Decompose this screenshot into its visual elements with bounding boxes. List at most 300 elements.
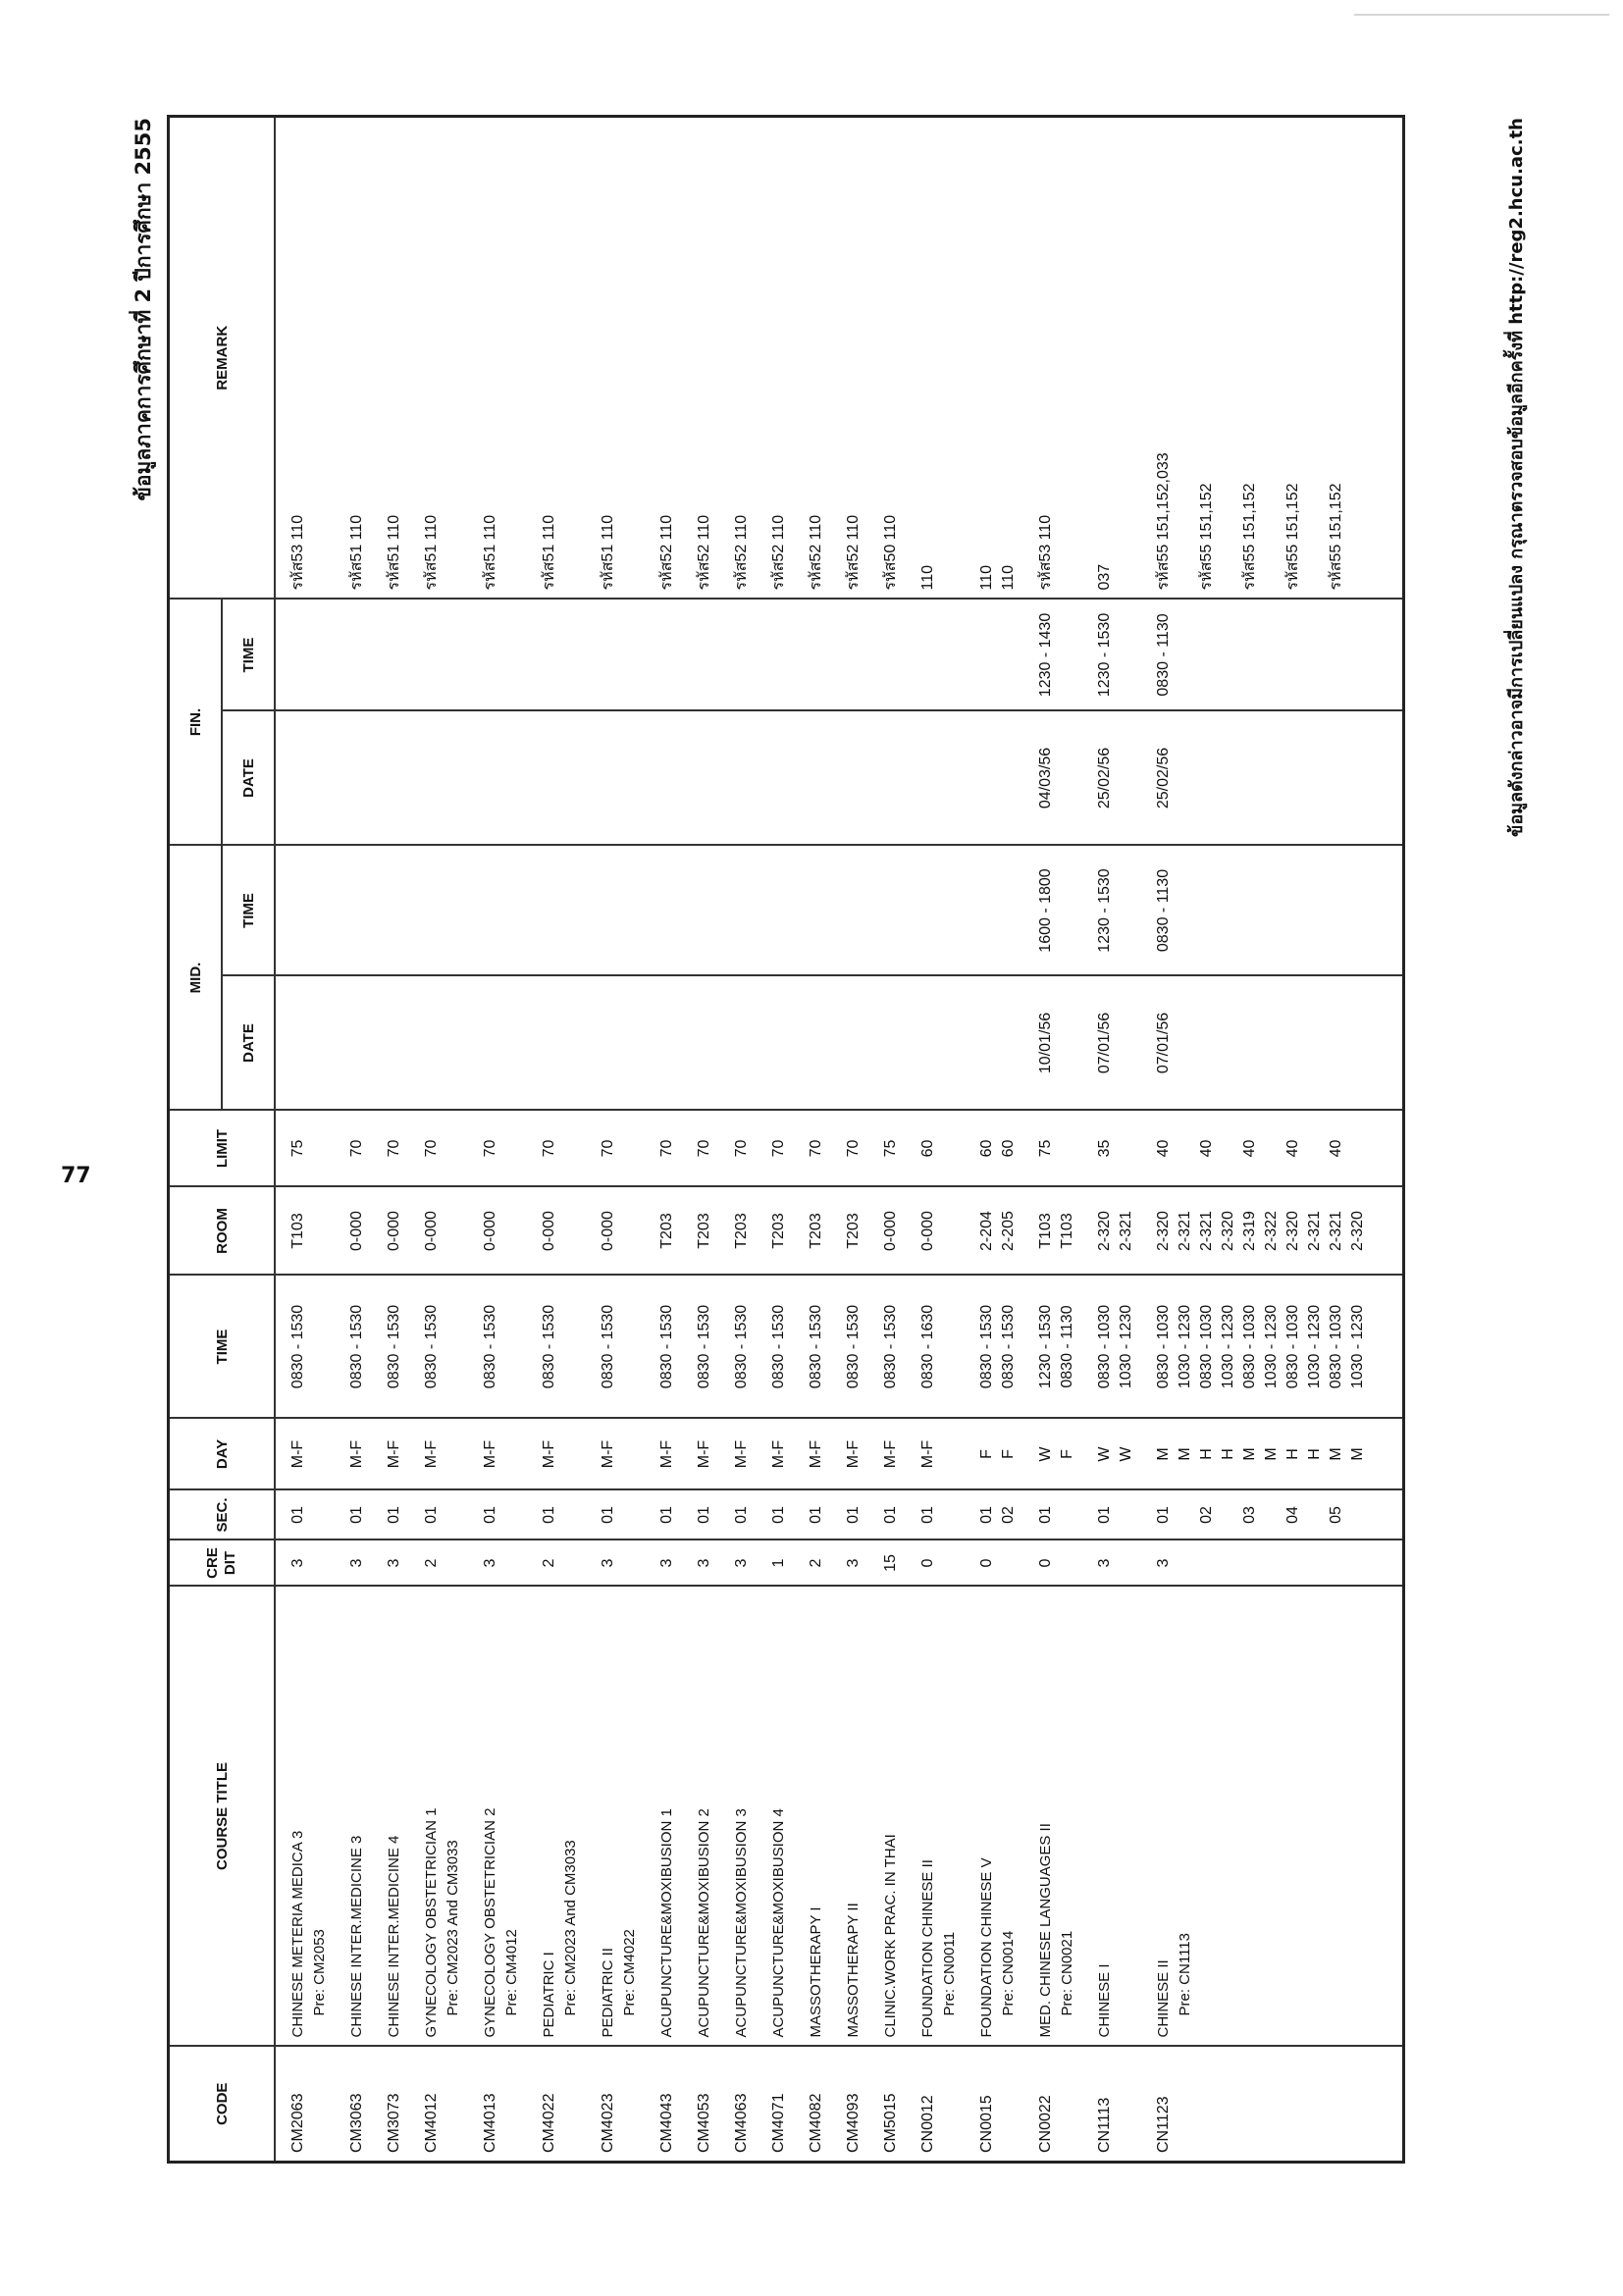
course-room: 0-000 [468,1187,527,1276]
course-limit: 70 [335,1111,372,1187]
table-row [719,116,757,2162]
course-section: 01 [719,1490,757,1540]
course-code: CN1123 [1141,2047,1373,2163]
course-title-text: MASSOTHERAPY II [845,1903,862,2038]
course-room: 0-000 [409,1187,468,1276]
final-exam-time [831,599,868,710]
course-time: 0830 - 1030 1030 - 1230 [1082,1276,1141,1419]
prerequisite: Pre: CM2053 [311,1929,328,2016]
course-credit: 2 [794,1540,831,1587]
mid-exam-time: 1230 - 1530 [1082,845,1141,975]
mid-exam-time [372,845,409,975]
course-title-text: ACUPUNCTURE&MOXIBUSION 4 [770,1808,787,2038]
header-course-title: COURSE TITLE [169,1587,276,2047]
course-remark: รหัส52 110 [719,116,757,599]
course-credit: 2 [527,1540,586,1587]
mid-exam-time [906,845,965,975]
course-limit: 70 [372,1111,409,1187]
course-day: M-F [468,1419,527,1490]
course-title [1023,1587,1082,2047]
spacer-cell [1373,1419,1404,1490]
prerequisite: Pre: CM2023 And CM3033 [445,1840,461,2016]
course-title [527,1587,586,2047]
course-remark: รหัส51 110 [372,116,409,599]
course-title [372,1587,409,2047]
course-room: T203 [831,1187,868,1276]
final-exam-date: 25/02/56 [1082,710,1141,845]
course-section: 01 02 03 04 05 [1141,1490,1373,1540]
final-exam-date [527,710,586,845]
course-credit: 3 [372,1540,409,1587]
course-credit: 3 [1141,1540,1373,1587]
course-limit: 75 [275,1111,335,1187]
course-limit: 70 [794,1111,831,1187]
course-day: M-F [906,1419,965,1490]
course-remark: รหัส50 110 [868,116,906,599]
course-section: 01 [468,1490,527,1540]
course-day: M-F [831,1419,868,1490]
course-title [1082,1587,1141,2047]
mid-exam-date [868,976,906,1111]
course-limit: 70 [645,1111,682,1187]
header-limit: LIMIT [169,1111,276,1187]
course-time: 0830 - 1530 [794,1276,831,1419]
header-fin-date: DATE [222,710,275,845]
course-day: M-F [409,1419,468,1490]
mid-exam-time: 0830 - 1130 [1141,845,1373,975]
table-row [335,116,372,2162]
mid-exam-date [757,976,794,1111]
course-title-text: PEDIATRIC I [541,1952,557,2038]
course-title [831,1587,868,2047]
course-title-text: ACUPUNCTURE&MOXIBUSION 2 [696,1808,712,2038]
final-exam-time [868,599,906,710]
rotated-page-content [128,103,1560,2164]
course-remark: รหัส53 110 [1023,116,1082,599]
course-limit: 75 [1023,1111,1082,1187]
header-mid-date: DATE [222,976,275,1111]
course-day: M-F [868,1419,906,1490]
course-remark: รหัส52 110 [757,116,794,599]
course-room: 2-320 2-321 2-321 2-320 2-319 2-322 2-320 2-321 2-321 2-320 [1141,1187,1373,1276]
course-code: CM4043 [645,2047,682,2163]
course-room: 0-000 [586,1187,645,1276]
course-title-text: GYNECOLOGY OBSTETRICIAN 2 [482,1807,498,2038]
mid-exam-date [831,976,868,1111]
final-exam-date [335,710,372,845]
course-section: 01 [906,1490,965,1540]
mid-exam-time [527,845,586,975]
final-exam-time [468,599,527,710]
table-row [586,116,645,2162]
course-remark: 110 [906,116,965,599]
course-code: CM4012 [409,2047,468,2163]
course-limit: 70 [527,1111,586,1187]
course-remark: รหัส52 110 [645,116,682,599]
prerequisite: Pre: CN1113 [1177,1933,1193,2016]
mid-exam-time [719,845,757,975]
course-room: 0-000 [868,1187,906,1276]
prerequisite: Pre: CM4022 [621,1929,638,2016]
course-day: M-F [682,1419,719,1490]
mid-exam-date [965,976,1023,1111]
course-title [645,1587,682,2047]
mid-exam-date [586,976,645,1111]
course-remark: รหัส52 110 [682,116,719,599]
course-code: CM3073 [372,2047,409,2163]
course-code: CM3063 [335,2047,372,2163]
course-code: CN1113 [1082,2047,1141,2163]
final-exam-date [586,710,645,845]
course-title [468,1587,527,2047]
spacer-cell [1373,1187,1404,1276]
course-credit: 3 [682,1540,719,1587]
course-section: 01 [372,1490,409,1540]
final-exam-date [831,710,868,845]
final-exam-date [757,710,794,845]
table-row [831,116,868,2162]
spacer-cell [1373,710,1404,845]
spacer-cell [1373,1490,1404,1540]
course-credit: 3 [586,1540,645,1587]
course-credit: 3 [468,1540,527,1587]
course-room: 2-320 2-321 [1082,1187,1141,1276]
course-section: 01 [868,1490,906,1540]
mid-exam-time [409,845,468,975]
final-exam-date [645,710,682,845]
spacer-cell [1373,1111,1404,1187]
course-credit: 3 [335,1540,372,1587]
header-day: DAY [169,1419,276,1490]
course-time: 1230 - 1530 0830 - 1130 [1023,1276,1082,1419]
final-exam-time: 1230 - 1530 [1082,599,1141,710]
course-section: 01 [682,1490,719,1540]
table-bottom-spacer [1373,116,1404,2162]
final-exam-time [965,599,1023,710]
course-time: 0830 - 1530 [868,1276,906,1419]
course-limit: 70 [468,1111,527,1187]
mid-exam-date [645,976,682,1111]
course-section: 01 [409,1490,468,1540]
course-room: T203 [757,1187,794,1276]
course-limit: 70 [586,1111,645,1187]
course-title-text: ACUPUNCTURE&MOXIBUSION 1 [658,1808,675,2038]
mid-exam-time [831,845,868,975]
final-exam-date [275,710,335,845]
course-title-text: CHINESE I [1096,1963,1113,2038]
course-title-text: PEDIATRIC II [600,1948,616,2038]
final-exam-time [794,599,831,710]
course-room: T203 [719,1187,757,1276]
final-exam-time [719,599,757,710]
course-section: 01 [586,1490,645,1540]
mid-exam-time [275,845,335,975]
course-day: M M H H M M H H M M [1141,1419,1373,1490]
course-day: M-F [275,1419,335,1490]
course-limit: 70 [719,1111,757,1187]
course-credit: 0 [965,1540,1023,1587]
course-title [794,1587,831,2047]
course-code: CM4023 [586,2047,645,2163]
course-code: CN0022 [1023,2047,1082,2163]
course-day: M-F [527,1419,586,1490]
spacer-cell [1373,1587,1404,2047]
prerequisite: Pre: CN0014 [1000,1930,1017,2016]
course-credit: 3 [831,1540,868,1587]
mid-exam-time [468,845,527,975]
mid-exam-date: 07/01/56 [1141,976,1373,1111]
course-rows [275,116,1404,2162]
course-section: 01 [1082,1490,1141,1540]
header-mid: MID. [169,845,223,1110]
prerequisite: Pre: CN0011 [941,1931,958,2016]
mid-exam-time [757,845,794,975]
table-row [645,116,682,2162]
course-remark: รหัส52 110 [794,116,831,599]
mid-exam-time [965,845,1023,975]
course-limit: 40 40 40 40 40 [1141,1111,1373,1187]
mid-exam-date [527,976,586,1111]
course-title-text: MASSOTHERAPY I [808,1906,824,2038]
header-sec: SEC. [169,1490,276,1540]
course-section: 01 [335,1490,372,1540]
course-title [965,1587,1023,2047]
mid-exam-date [409,976,468,1111]
course-time: 0830 - 1630 [906,1276,965,1419]
final-exam-time [757,599,794,710]
course-time: 0830 - 1530 [527,1276,586,1419]
header-mid-time: TIME [222,845,275,975]
course-code: CM4022 [527,2047,586,2163]
table-row [965,116,1023,2162]
course-title-text: CHINESE INTER.MEDICINE 4 [386,1835,402,2038]
mid-exam-date [906,976,965,1111]
mid-exam-time [794,845,831,975]
course-limit: 60 60 [965,1111,1023,1187]
header-credit: CRE DIT [169,1540,276,1587]
course-title [757,1587,794,2047]
table-row [527,116,586,2162]
course-time: 0830 - 1530 0830 - 1530 [965,1276,1023,1419]
course-remark: รหัส51 110 [527,116,586,599]
course-code: CM4082 [794,2047,831,2163]
table-row [468,116,527,2162]
final-exam-time [275,599,335,710]
course-day: M-F [719,1419,757,1490]
course-section: 01 [1023,1490,1082,1540]
course-remark: รหัส51 110 [409,116,468,599]
course-day: M-F [757,1419,794,1490]
course-room: 0-000 [906,1187,965,1276]
course-day: W F [1023,1419,1082,1490]
table-row [409,116,468,2162]
course-room: T203 [794,1187,831,1276]
course-room: 0-000 [372,1187,409,1276]
course-limit: 70 [831,1111,868,1187]
prerequisite: Pre: CN0021 [1059,1930,1075,2016]
course-credit: 3 [1082,1540,1141,1587]
course-credit: 3 [719,1540,757,1587]
course-remark: รหัส52 110 [831,116,868,599]
table-row [794,116,831,2162]
final-exam-time [682,599,719,710]
course-section: 01 [275,1490,335,1540]
course-room: T203 [645,1187,682,1276]
course-code: CM5015 [868,2047,906,2163]
course-title-text: CHINESE METERIA MEDICA 3 [289,1830,306,2038]
final-exam-time [906,599,965,710]
mid-exam-date: 10/01/56 [1023,976,1082,1111]
course-code: CN0012 [906,2047,965,2163]
course-time: 0830 - 1530 [335,1276,372,1419]
course-remark: รหัส55 151,152,033 รหัส55 151,152 รหัส55 151,152 รหัส55 151,152 รหัส55 151,152 [1141,116,1373,599]
course-section: 01 02 [965,1490,1023,1540]
course-title-text: CHINESE INTER.MEDICINE 3 [348,1835,365,2038]
course-title-text: ACUPUNCTURE&MOXIBUSION 3 [733,1808,750,2038]
final-exam-date [794,710,831,845]
course-title-text: FOUNDATION CHINESE V [978,1857,995,2038]
course-code: CM4063 [719,2047,757,2163]
course-credit: 2 [409,1540,468,1587]
course-limit: 35 [1082,1111,1141,1187]
final-exam-date: 04/03/56 [1023,710,1082,845]
course-remark: 037 [1082,116,1141,599]
course-title [682,1587,719,2047]
final-exam-date [719,710,757,845]
course-credit: 3 [275,1540,335,1587]
semester-label: ข้อมูลภาคการศึกษาที่ 2 ปีการศึกษา 2555 [131,118,155,501]
course-time: 0830 - 1530 [757,1276,794,1419]
table-row [1023,116,1082,2162]
course-limit: 70 [409,1111,468,1187]
course-remark: รหัส51 110 [586,116,645,599]
course-day: W W [1082,1419,1141,1490]
table-row [372,116,409,2162]
course-title-text: GYNECOLOGY OBSTETRICIAN 1 [423,1807,440,2038]
table-row [682,116,719,2162]
course-title [409,1587,468,2047]
course-credit: 3 [645,1540,682,1587]
final-exam-time [586,599,645,710]
course-title-text: FOUNDATION CHINESE II [919,1859,936,2038]
mid-exam-date [468,976,527,1111]
final-exam-time [645,599,682,710]
course-section: 01 [831,1490,868,1540]
course-title [335,1587,372,2047]
course-title-text: CLINIC.WORK PRAC. IN THAI [882,1834,899,2038]
final-exam-time: 0830 - 1130 [1141,599,1373,710]
header-room: ROOM [169,1187,276,1276]
final-exam-time [527,599,586,710]
course-room: T203 [682,1187,719,1276]
final-exam-date [906,710,965,845]
course-code: CM2063 [275,2047,335,2163]
table-row [275,116,335,2162]
final-exam-date [372,710,409,845]
header-line [128,118,163,2164]
course-title-text: CHINESE II [1155,1959,1172,2038]
course-day: F F [965,1419,1023,1490]
table-row [757,116,794,2162]
course-room: T103 [275,1187,335,1276]
course-credit: 1 [757,1540,794,1587]
spacer-cell [1373,599,1404,710]
header-fin-time: TIME [222,599,275,710]
mid-exam-time [645,845,682,975]
course-code: CM4071 [757,2047,794,2163]
spacer-cell [1373,116,1404,599]
course-time: 0830 - 1530 [409,1276,468,1419]
course-remark: 110 110 [965,116,1023,599]
course-room: 0-000 [527,1187,586,1276]
final-exam-date [965,710,1023,845]
course-time: 0830 - 1530 [468,1276,527,1419]
course-title [868,1587,906,2047]
mid-exam-time: 1600 - 1800 [1023,845,1082,975]
prerequisite: Pre: CM4012 [503,1929,520,2016]
final-exam-date: 25/02/56 [1141,710,1373,845]
course-time: 0830 - 1530 [719,1276,757,1419]
final-exam-date [468,710,527,845]
course-remark: รหัส51 110 [468,116,527,599]
table-row [868,116,906,2162]
course-title-text: MED. CHINESE LANGUAGES II [1037,1823,1054,2038]
course-title [586,1587,645,2047]
course-room: T103 T103 [1023,1187,1082,1276]
course-room: 2-204 2-205 [965,1187,1023,1276]
course-section: 01 [527,1490,586,1540]
course-title [719,1587,757,2047]
course-title [1141,1587,1373,2047]
course-day: M-F [645,1419,682,1490]
course-section: 01 [794,1490,831,1540]
spacer-cell [1373,1276,1404,1419]
course-code: CM4013 [468,2047,527,2163]
course-time: 0830 - 1530 [372,1276,409,1419]
course-time: 0830 - 1530 [831,1276,868,1419]
course-code: CM4053 [682,2047,719,2163]
mid-exam-date [719,976,757,1111]
spacer-cell [1373,2047,1404,2163]
course-time: 0830 - 1030 1030 - 1230 0830 - 1030 1030 - 1230 0830 - 1030 1030 - 1230 0830 - 1030 1030 - 1230 0830 - 1030 1030 - 1230 [1141,1276,1373,1419]
mid-exam-date [275,976,335,1111]
final-exam-time [372,599,409,710]
final-exam-time: 1230 - 1430 [1023,599,1082,710]
spacer-cell [1373,976,1404,1111]
final-exam-time [409,599,468,710]
header-code: CODE [169,2047,276,2163]
course-limit: 70 [757,1111,794,1187]
course-limit: 75 [868,1111,906,1187]
header-fin: FIN. [169,599,223,845]
course-code: CM4093 [831,2047,868,2163]
prerequisite: Pre: CM2023 And CM3033 [562,1840,579,2016]
mid-exam-time [868,845,906,975]
mid-exam-date [682,976,719,1111]
course-title [906,1587,965,2047]
mid-exam-time [335,845,372,975]
course-time: 0830 - 1530 [645,1276,682,1419]
course-schedule-table [167,115,1405,2164]
final-exam-time [335,599,372,710]
scan-edge-line [1354,14,1609,16]
mid-exam-time [682,845,719,975]
course-day: M-F [794,1419,831,1490]
course-title [275,1587,335,2047]
mid-exam-date [372,976,409,1111]
course-limit: 60 [906,1111,965,1187]
final-exam-date [868,710,906,845]
